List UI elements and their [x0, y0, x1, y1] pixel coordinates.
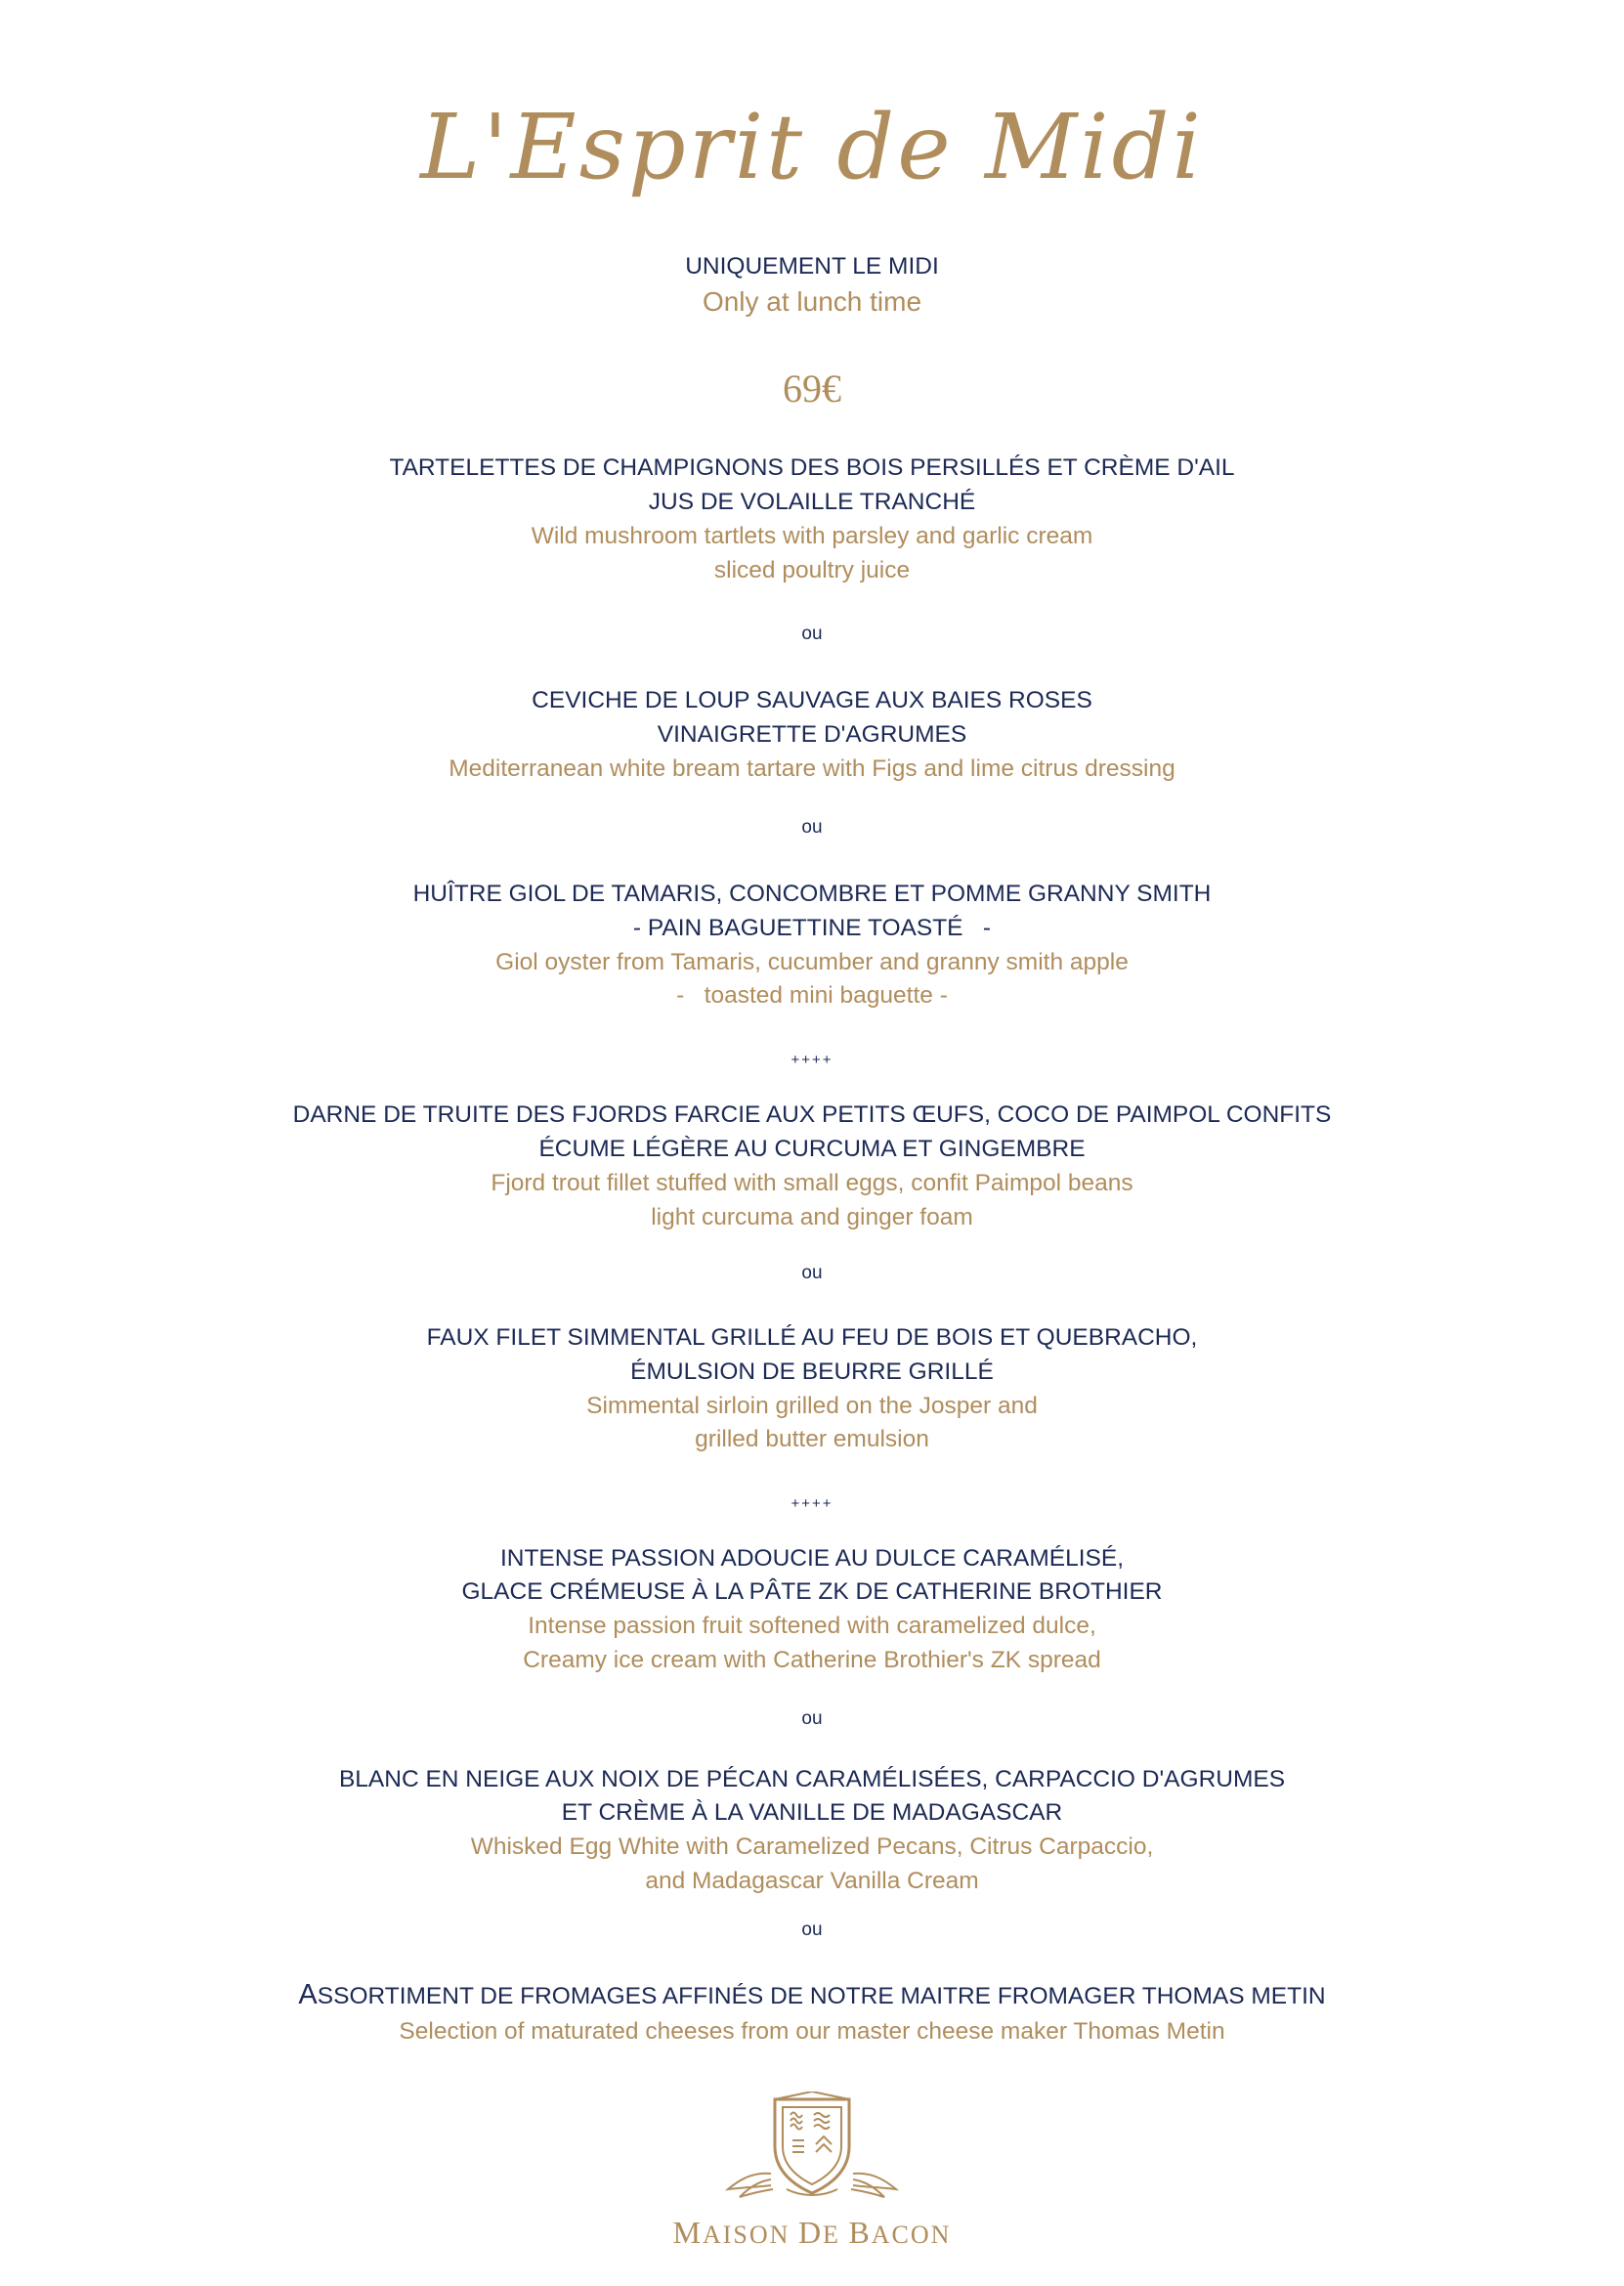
or-separator: ou	[801, 1708, 823, 1729]
starter-3-en-line2: - toasted mini baguette -	[676, 982, 948, 1009]
menu-title: L'Esprit de Midi	[420, 95, 1204, 199]
starter-3-fr-line2: - PAIN BAGUETTINE TOASTÉ -	[632, 915, 992, 941]
or-separator: ou	[801, 624, 823, 644]
main-2-en-line1: Simmental sirloin grilled on the Josper and	[586, 1393, 1038, 1419]
dessert-1-en-line1: Intense passion fruit softened with caramelized dulce,	[528, 1613, 1096, 1639]
main-2-fr-line2: ÉMULSION DE BEURRE GRILLÉ	[630, 1359, 994, 1385]
main-1-en-line2: light curcuma and ginger foam	[651, 1204, 973, 1230]
starter-2-en-line1: Mediterranean white bream tartare with Figs and lime citrus dressing	[449, 755, 1175, 782]
starter-2-fr-line1: CEVICHE DE LOUP SAUVAGE AUX BAIES ROSES	[532, 687, 1092, 713]
starter-1-en-line2: sliced poultry juice	[713, 557, 911, 583]
dessert-2-fr-line1: BLANC EN NEIGE AUX NOIX DE PÉCAN CARAMÉLISÉES, CARPACCIO D'AGRUMES	[338, 1766, 1286, 1792]
dessert-2-en-line1: Whisked Egg White with Caramelized Pecans, Citrus Carpaccio,	[470, 1833, 1154, 1860]
starter-1-en-line1: Wild mushroom tartlets with parsley and garlic cream	[531, 523, 1093, 549]
main-1-en-line1: Fjord trout fillet stuffed with small eggs, confit Paimpol beans	[491, 1170, 1133, 1196]
brand-m: M	[672, 2215, 703, 2250]
dessert-1-fr-line2: GLACE CRÉMEUSE À LA PÂTE ZK DE CATHERINE BROTHIER	[461, 1578, 1163, 1605]
intro-en: Only at lunch time	[702, 286, 922, 317]
or-separator: ou	[801, 817, 823, 838]
main-1-fr-line2: ÉCUME LÉGÈRE AU CURCUMA ET GINGEMBRE	[538, 1136, 1086, 1162]
or-separator: ou	[801, 1919, 823, 1940]
cheese-fr-rest: SSORTIMENT DE FROMAGES AFFINÉS DE NOTRE MAITRE FROMAGER THOMAS METIN	[317, 1983, 1326, 2009]
dessert-1-fr-line1: INTENSE PASSION ADOUCIE AU DULCE CARAMÉLISÉ,	[499, 1545, 1125, 1572]
starter-1-fr-line2: JUS DE VOLAILLE TRANCHÉ	[648, 489, 976, 515]
intro-fr: UNIQUEMENT LE MIDI	[685, 253, 939, 280]
main-1-fr-line1: DARNE DE TRUITE DES FJORDS FARCIE AUX PETITS ŒUFS, COCO DE PAIMPOL CONFITS	[292, 1101, 1332, 1128]
or-separator: ou	[801, 1263, 823, 1283]
dessert-1-en-line2: Creamy ice cream with Catherine Brothier's ZK spread	[523, 1647, 1101, 1673]
brand-name	[0, 2215, 1624, 2251]
main-2-fr-line1: FAUX FILET SIMMENTAL GRILLÉ AU FEU DE BOIS ET QUEBRACHO,	[426, 1324, 1198, 1351]
main-2-en-line2: grilled butter emulsion	[695, 1426, 929, 1452]
dessert-2-en-line2: and Madagascar Vanilla Cream	[645, 1868, 979, 1894]
brand-b: B	[848, 2215, 872, 2250]
cheese-fr-initial: A	[298, 1979, 318, 2010]
starter-1-fr-line1: TARTELETTES DE CHAMPIGNONS DES BOIS PERSILLÉS ET CRÈME D'AIL	[389, 454, 1235, 481]
crest-logo-icon	[714, 2092, 910, 2211]
cheese-en: Selection of maturated cheeses from our master cheese maker Thomas Metin	[399, 2018, 1225, 2045]
brand-e: E	[823, 2221, 840, 2249]
course-separator: ++++	[791, 1052, 833, 1068]
brand-d: D	[797, 2215, 824, 2250]
price: 69€	[783, 367, 841, 410]
starter-3-fr-line1: HUÎTRE GIOL DE TAMARIS, CONCOMBRE ET POMME GRANNY SMITH	[412, 881, 1212, 907]
dessert-2-fr-line2: ET CRÈME À LA VANILLE DE MADAGASCAR	[561, 1799, 1063, 1826]
brand-aison: AISON	[702, 2221, 791, 2249]
course-separator: ++++	[791, 1495, 833, 1512]
starter-3-en-line1: Giol oyster from Tamaris, cucumber and granny smith apple	[495, 949, 1129, 975]
cheese-fr	[0, 1978, 1624, 2012]
brand-acon: ACON	[871, 2221, 952, 2249]
starter-2-fr-line2: VINAIGRETTE D'AGRUMES	[657, 721, 967, 748]
